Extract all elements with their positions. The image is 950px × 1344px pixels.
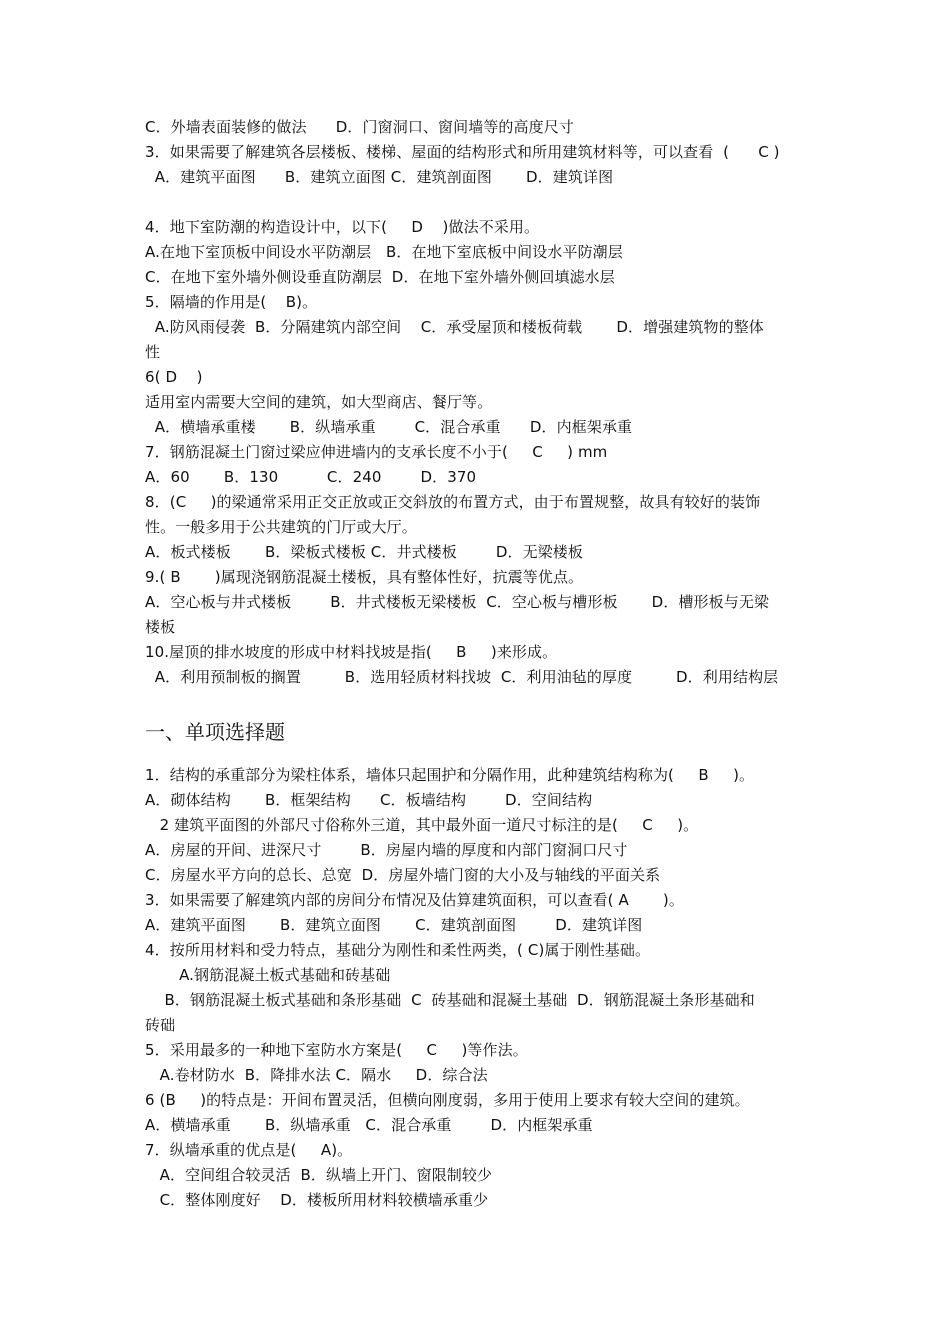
text-line: 6( D ) [145,368,203,386]
text-line: A．横墙承重楼 B．纵墙承重 C．混合承重 D．内框架承重 [145,418,633,436]
text-line: 2 建筑平面图的外部尺寸俗称外三道，其中最外面一道尺寸标注的是( C )。 [145,816,699,834]
text-line: C．在地下室外墙外侧设垂直防潮层 D．在地下室外墙外侧回填滤水层 [145,268,615,286]
text-line: 3．如果需要了解建筑内部的房间分布情况及估算建筑面积，可以查看( A )。 [145,891,684,909]
text-line: C．房屋水平方向的总长、总宽 D．房屋外墙门窗的大小及与轴线的平面关系 [145,866,661,884]
text-line: A．板式楼板 B．梁板式楼板 C．井式楼板 D．无梁楼板 [145,543,583,561]
text-line: 9.( B )属现浇钢筋混凝土楼板，具有整体性好，抗震等优点。 [145,568,584,586]
text-line: 10.屋顶的排水坡度的形成中材料找坡是指( B )来形成。 [145,643,558,661]
text-line: 7．钢筋混凝土门窗过梁应伸进墙内的支承长度不小于( C ) mm [145,443,608,461]
text-line: A.防风雨侵袭 B．分隔建筑内部空间 C．承受屋顶和楼板荷载 D．增强建筑物的整体 [145,318,764,336]
text-line: A.在地下室顶板中间设水平防潮层 B．在地下室底板中间设水平防潮层 [145,243,623,261]
text-line: A．砌体结构 B．框架结构 C．板墙结构 D．空间结构 [145,791,593,809]
text-line: A.卷材防水 B．降排水法 C．隔水 D．综合法 [145,1066,488,1084]
text-line: 6 (B )的特点是：开间布置灵活，但横向刚度弱，多用于使用上要求有较大空间的建筑。 [145,1091,750,1109]
text-line: A．60 B．130 C．240 D．370 [145,468,477,486]
text-line: A.钢筋混凝土板式基础和砖基础 [145,966,391,984]
section-title: 一、单项选择题 [145,720,285,744]
text-line: 7．纵墙承重的优点是( A)。 [145,1141,353,1159]
text-line: C．外墙表面装修的做法 D．门窗洞口、窗间墙等的高度尺寸 [145,118,574,136]
text-line: 3．如果需要了解建筑各层楼板、楼梯、屋面的结构形式和所用建筑材料等，可以查看 ( C ) [145,143,780,161]
text-line: A．房屋的开间、进深尺寸 B．房屋内墙的厚度和内部门窗洞口尺寸 [145,841,628,859]
text-line: A．空心板与井式楼板 B．井式楼板无梁楼板 C．空心板与槽形板 D．槽形板与无梁 [145,593,770,611]
text-line: B．钢筋混凝土板式基础和条形基础 C 砖基础和混凝土基础 D．钢筋混凝土条形基础和 [145,991,755,1009]
text-line: 楼板 [145,618,176,636]
text-line: 性 [145,343,161,361]
text-line: 1．结构的承重部分为梁柱体系，墙体只起围护和分隔作用，此种建筑结构称为( B )。 [145,766,755,784]
text-line: 砖础 [145,1016,176,1034]
text-line: A．建筑平面图 B．建筑立面图 C．建筑剖面图 D．建筑详图 [145,168,614,186]
text-line: 性。一般多用于公共建筑的门厅或大厅。 [145,518,417,536]
text-line: 适用室内需要大空间的建筑，如大型商店、餐厅等。 [145,393,493,411]
text-line: C．整体刚度好 D．楼板所用材料较横墙承重少 [145,1191,489,1209]
text-line: A．利用预制板的搁置 B．选用轻质材料找坡 C．利用油毡的厚度 D．利用结构层 [145,668,779,686]
text-line: A．横墙承重 B．纵墙承重 C．混合承重 D．内框架承重 [145,1116,593,1134]
text-line: A．空间组合较灵活 B．纵墙上开门、窗限制较少 [145,1166,493,1184]
text-line: 4．地下室防潮的构造设计中，以下( D )做法不采用。 [145,218,540,236]
text-line: 5．采用最多的一种地下室防水方案是( C )等作法。 [145,1041,528,1059]
text-line: 8．(C )的梁通常采用正交正放或正交斜放的布置方式，由于布置规整，故具有较好的装饰 [145,493,761,511]
text-line: A．建筑平面图 B．建筑立面图 C．建筑剖面图 D．建筑详图 [145,916,643,934]
text-line: 4．按所用材料和受力特点，基础分为刚性和柔性两类，( C)属于刚性基础。 [145,941,651,959]
text-line: 5．隔墙的作用是( B)。 [145,293,318,311]
